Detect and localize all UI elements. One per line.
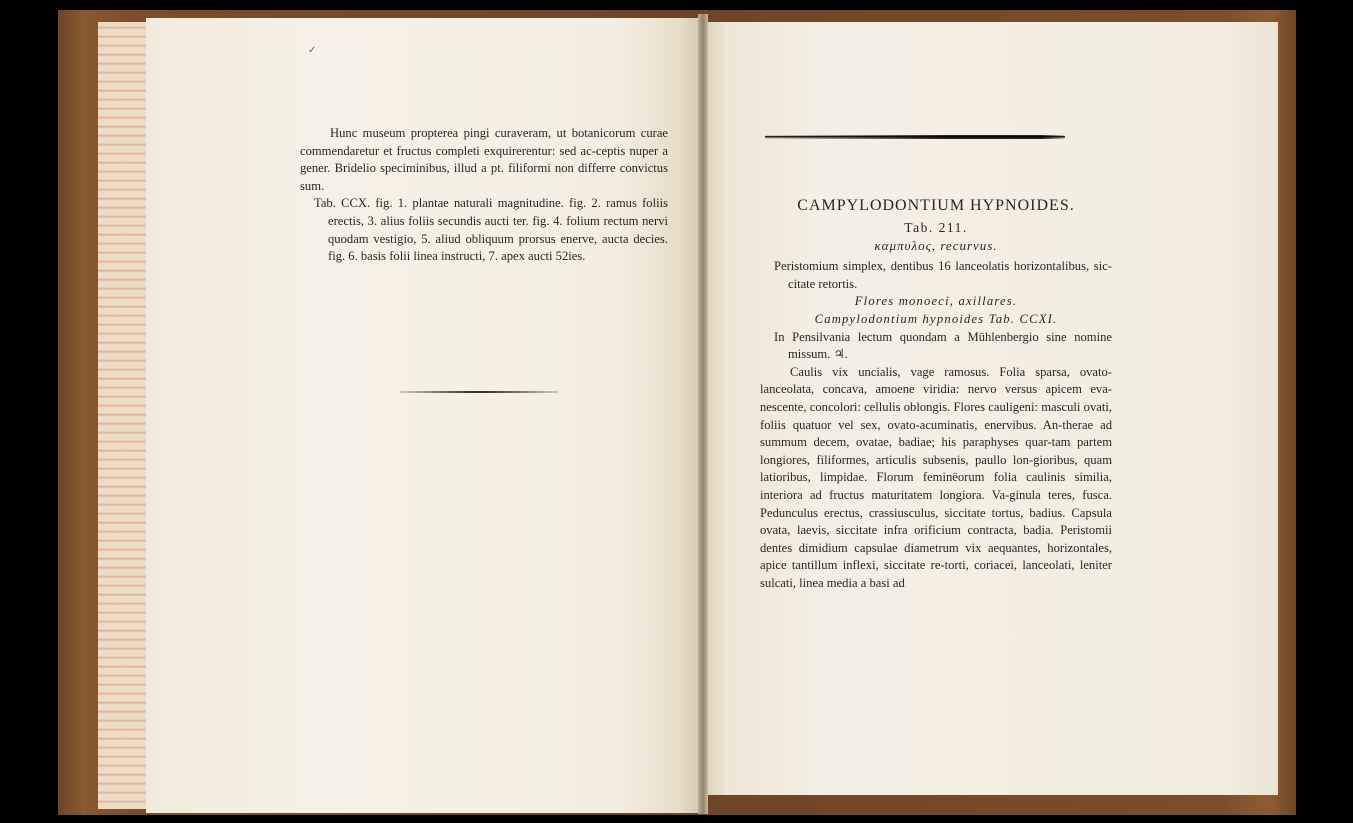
species-name: Campylodontium hypnoides Tab. CCXI. xyxy=(814,311,1058,326)
left-text-block xyxy=(300,125,668,266)
genus-definition: Peristomium simplex, dentibus 16 lanceolatis horizontalibus, sic-citate retortis. xyxy=(774,259,1112,291)
left-paragraph-2: Tab. CCX. fig. 1. plantae naturali magnitudine. fig. 2. ramus foliis erectis, 3. alius foliis secundis aucti ter. fig. 4. folium rectum nervi quodam vestigio, 5. aliud obliquum prorsus enerve, aucta decies. fig. 6. basis folii linea instructi, 7. apex aucti 52ies. xyxy=(314,196,668,264)
page-edges xyxy=(98,22,148,809)
left-paragraph-1: Hunc museum propterea pingi curaveram, ut botanicorum curae commendaretur et fructus completi exquirerentur: sed ac-ceptis nuper a gener. Bridelio speciminibus, illud a pt. filiformi non differre convictus sum. xyxy=(300,126,668,193)
right-text-block xyxy=(760,195,1112,592)
left-divider-rule xyxy=(400,391,558,393)
plate-number: Tab. 211. xyxy=(904,220,968,235)
book-gutter xyxy=(698,14,708,814)
ink-mark: ✓ xyxy=(308,45,317,56)
habitat-line: In Pensilvania lectum quondam a Mühlenbergio sine nomine missum. ♃. xyxy=(774,329,1112,362)
description-paragraph: Caulis vix uncialis, vage ramosus. Folia sparsa, ovato-lanceolata, concava, amoene viridia: nervo versus apicem eva-nescente, concolori: cellulis oblongis. Flores cauligeni: masculi ovati, foliis quatuor vel sex, ovato-acuminatis, enervibus. An-therae ad summum decem, ovatae, badiae; his paraphyses quar-tam partem longiores, filiformes, articulis subsenis, paullo lon-gioribus, quam latioribus, limpidae. Florum feminëorum folia caulinis similia, interiora ad fructus maturitatem longiora. Va-ginula teres, fusca. Pedunculus erectus, crassiusculus, siccitate tortus, badius. Capsula ovata, laevis, siccitate infra orificium contracta, badia. Peristomii dentes dimidium capsulae diametrum vix aequantes, horizontales, apice tantillum inflexi, siccitate re-torti, coriacei, lanceolati, leniter sulcati, linea media a basi ad xyxy=(760,364,1112,590)
page-title: CAMPYLODONTIUM HYPNOIDES. xyxy=(797,197,1075,214)
right-divider-rule xyxy=(765,135,1065,139)
etymology: καμπυλος, recurvus. xyxy=(874,237,998,253)
flores-line: Flores monoeci, axillares. xyxy=(854,294,1018,309)
